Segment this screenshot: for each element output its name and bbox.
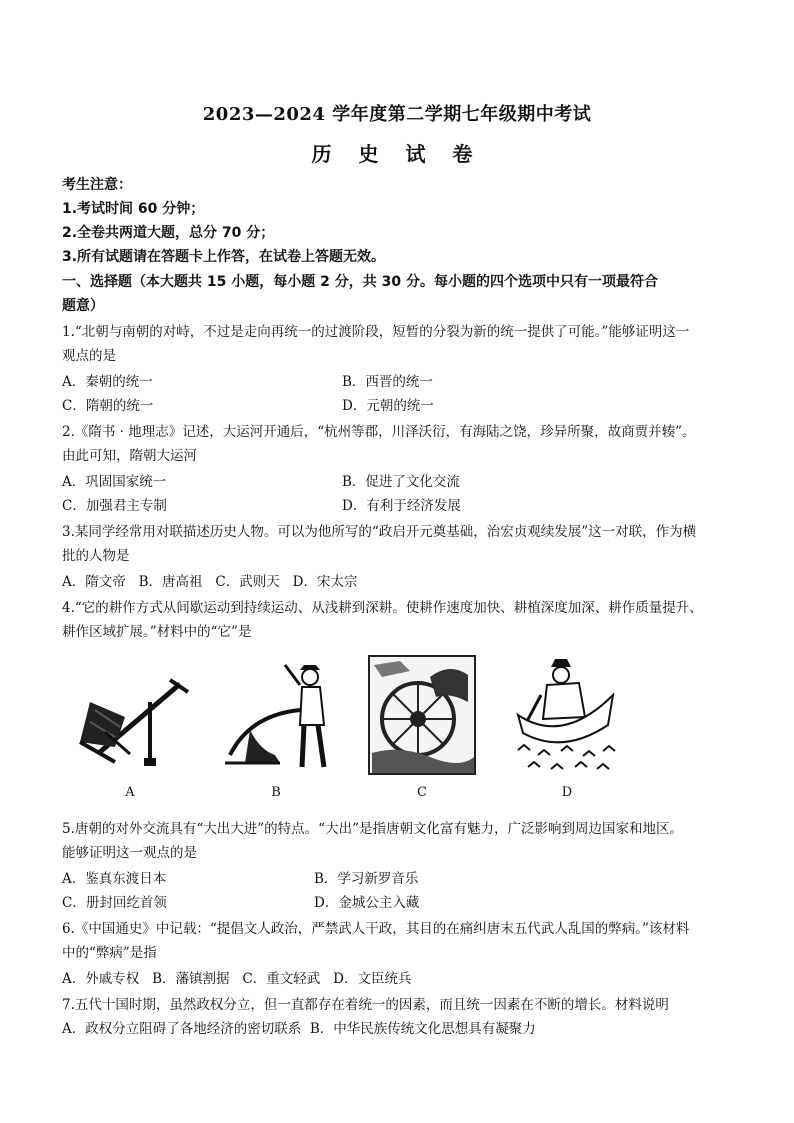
water-wheel-image[interactable] [368,655,476,775]
question-1-stem-cont: 观点的是 [62,348,116,364]
plough-illustration-a [70,672,190,777]
section-title: 一、选择题（本大题共 15 小题，每小题 2 分，共 30 分。每小题的四个选项中只有一项最符合 [62,274,658,290]
exam-subtitle: 历 史 试 卷 [311,142,483,166]
question-1-option-b[interactable]: B．西晋的统一 [342,374,433,390]
notice-item: 2.全卷共两道大题，总分 70 分； [62,225,275,241]
question-5-option-b[interactable]: B．学习新罗音乐 [314,871,419,887]
question-1-option-c[interactable]: C．隋朝的统一 [62,398,154,414]
farmer-plough-image[interactable] [220,655,335,775]
question-5-stem: 5.唐朝的对外交流具有“大出大进”的特点。“大出”是指唐朝文化富有魅力，广泛影响到周边国家和地区。 [62,821,683,837]
question-3-options[interactable]: A．隋文帝 B．唐高祖 C．武则天 D．宋太宗 [62,574,358,590]
notice-item: 3.所有试题请在答题卡上作答，在试卷上答题无效。 [62,249,386,265]
image-label-d: D [561,785,573,800]
question-5-option-d[interactable]: D．金城公主入藏 [314,895,420,911]
image-label-a: A [125,785,135,800]
question-1-option-d[interactable]: D．元朝的统一 [342,398,434,414]
question-6-stem-cont: 中的“弊病”是指 [62,945,157,961]
image-label-c: C [417,785,427,800]
plough-illustration-b [220,655,335,775]
question-4-stem: 4.“它的耕作方式从间歇运动到持续运动、从浅耕到深耕。使耕作速度加快、耕植深度加深、耕作质量提升、 [62,600,703,616]
question-1-stem: 1.“北朝与南朝的对峙，不过是走向再统一的过渡阶段，短暂的分裂为新的统一提供了可能。”能够证明这一 [62,324,690,340]
question-2-option-b[interactable]: B．促进了文化交流 [342,474,460,490]
question-2-option-c[interactable]: C．加强君主专制 [62,498,167,514]
question-3-stem: 3.某同学经常用对联描述历史人物。可以为他所写的“政启开元奠基础，治宏贞观续发展”这一对联，作为横 [62,524,697,540]
question-2-option-a[interactable]: A．巩固国家统一 [62,474,167,490]
question-7-options[interactable]: A．政权分立阻碍了各地经济的密切联系 B．中华民族传统文化思想具有凝聚力 [62,1021,536,1037]
question-1-option-a[interactable]: A．秦朝的统一 [62,374,153,390]
section-title-cont: 题意） [62,298,104,314]
question-7-stem: 7.五代十国时期，虽然政权分立，但一直都存在着统一的因素，而且统一因素在不断的增长。材料说明 [62,997,669,1013]
question-3-stem-cont: 批的人物是 [62,548,130,564]
image-label-b: B [271,785,281,800]
question-2-stem: 2.《隋书 · 地理志》记述，大运河开通后，“杭州等郡，川泽沃衍，有海陆之饶，珍异所聚，故商贾并辏”。 [62,424,696,440]
notice-heading: 考生注意： [62,177,132,193]
water-wheel-illustration-c [370,657,474,773]
notice-item: 1.考试时间 60 分钟； [62,201,205,217]
question-6-options[interactable]: A．外戚专权 B．藩镇割据 C．重文轻武 D．文臣统兵 [62,971,412,987]
question-5-option-c[interactable]: C．册封回纥首领 [62,895,167,911]
question-6-stem: 6.《中国通史》中记载：“提倡文人政治，严禁武人干政，其目的在痛纠唐末五代武人乱国的弊病。”该材料 [62,921,690,937]
boat-illustration-d [513,655,621,775]
question-5-stem-cont: 能够证明这一观点的是 [62,845,197,861]
curved-plough-image[interactable] [70,672,190,777]
question-2-stem-cont: 由此可知，隋朝大运河 [62,448,197,464]
question-4-stem-cont: 耕作区域扩展。”材料中的“它”是 [62,624,252,640]
question-2-option-d[interactable]: D．有利于经济发展 [342,498,461,514]
question-5-option-a[interactable]: A．鉴真东渡日本 [62,871,167,887]
paddle-boat-image[interactable] [513,655,621,775]
exam-title: 2023—2024 学年度第二学期七年级期中考试 [202,104,592,125]
